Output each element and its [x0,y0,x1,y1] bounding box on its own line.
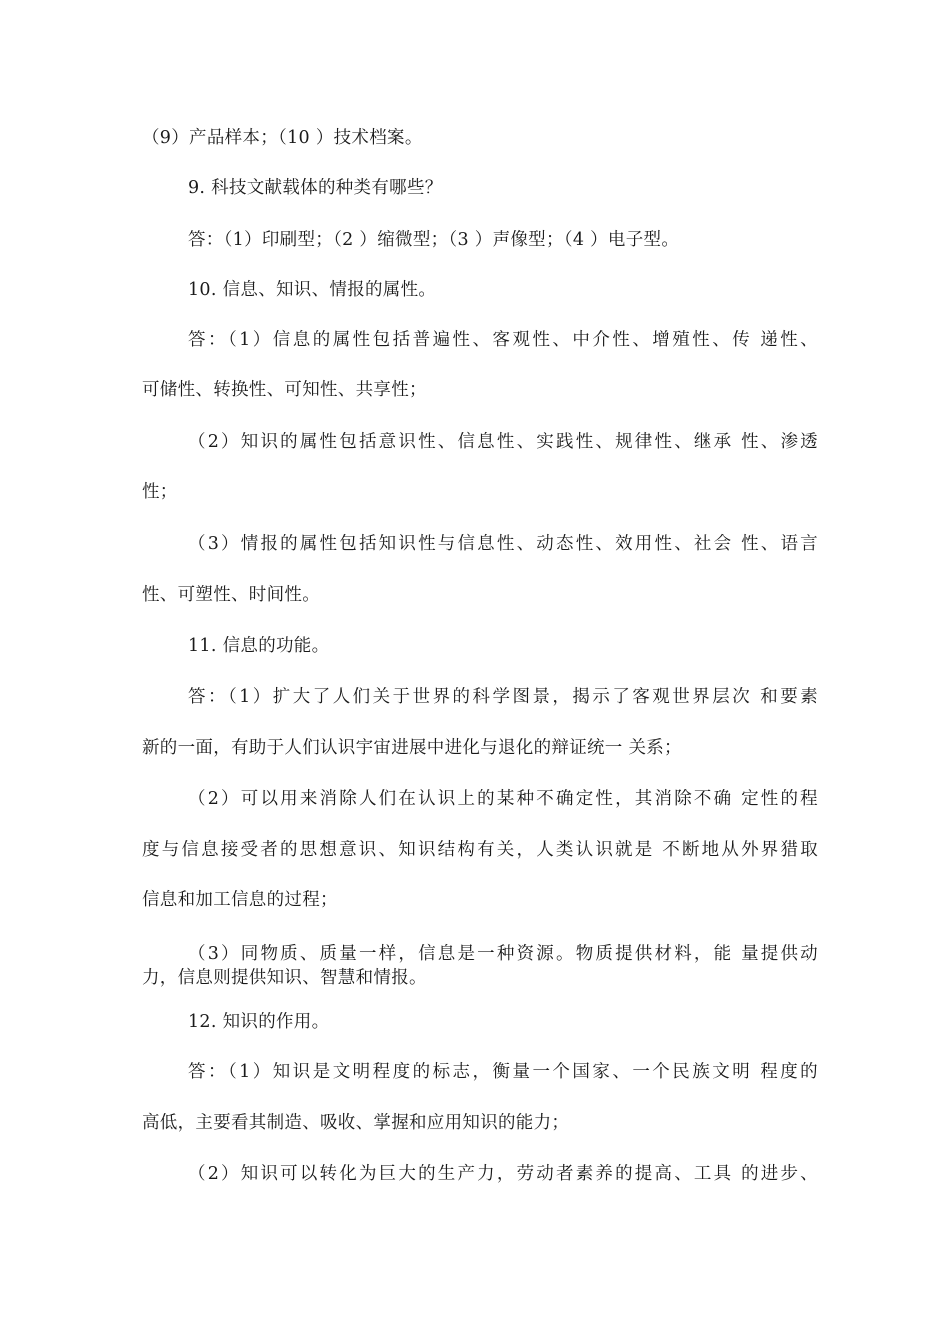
answer-10-part-3-line-2: 性、可塑性、时间性。 [142,585,320,605]
answer-10-part-2-line-1: （2）知识的属性包括意识性、信息性、实践性、规律性、继承 性、渗透 [188,432,818,452]
answer-11-part-3-line-2: 力，信息则提供知识、智慧和情报。 [142,968,427,988]
question-11: 11. 信息的功能。 [188,636,330,656]
answer-11-line-2: 新的一面，有助于人们认识宇宙进展中进化与退化的辩证统一 关系； [142,738,682,758]
answer-11-part-2-line-3: 信息和加工信息的过程； [142,890,338,910]
answer-11-part-2-line-2: 度与信息接受者的思想意识、知识结构有关，人类认识就是 不断地从外界猎取 [142,840,818,860]
answer-12-part-2-line-1: （2）知识可以转化为巨大的生产力，劳动者素养的提高、工具 的进步、 [188,1164,818,1184]
answer-10-line-2: 可储性、转换性、可知性、共享性； [142,380,427,400]
answer-11-part-3-line-1: （3）同物质、质量一样，信息是一种资源。物质提供材料，能 量提供动 [188,944,818,964]
answer-12-line-1: 答：（1）知识是文明程度的标志，衡量一个国家、一个民族文明 程度的 [188,1062,818,1082]
question-10: 10. 信息、知识、情报的属性。 [188,280,437,300]
answer-10-part-2-line-2: 性； [142,482,178,502]
text-line-1: （9）产品样本；（10 ）技术档案。 [142,128,423,148]
answer-11-line-1: 答：（1）扩大了人们关于世界的科学图景，揭示了客观世界层次 和要素 [188,687,818,707]
answer-10-line-1: 答：（1）信息的属性包括普遍性、客观性、中介性、增殖性、传 递性、 [188,330,818,350]
question-9: 9. 科技文献载体的种类有哪些？ [188,178,443,198]
answer-10-part-3-line-1: （3）情报的属性包括知识性与信息性、动态性、效用性、社会 性、语言 [188,534,818,554]
answer-11-part-2-line-1: （2）可以用来消除人们在认识上的某种不确定性，其消除不确 定性的程 [188,789,818,809]
question-12: 12. 知识的作用。 [188,1012,330,1032]
answer-9: 答：（1）印刷型；（2 ）缩微型；（3 ）声像型；（4 ）电子型。 [188,230,680,250]
answer-12-line-2: 高低，主要看其制造、吸收、掌握和应用知识的能力； [142,1113,570,1133]
